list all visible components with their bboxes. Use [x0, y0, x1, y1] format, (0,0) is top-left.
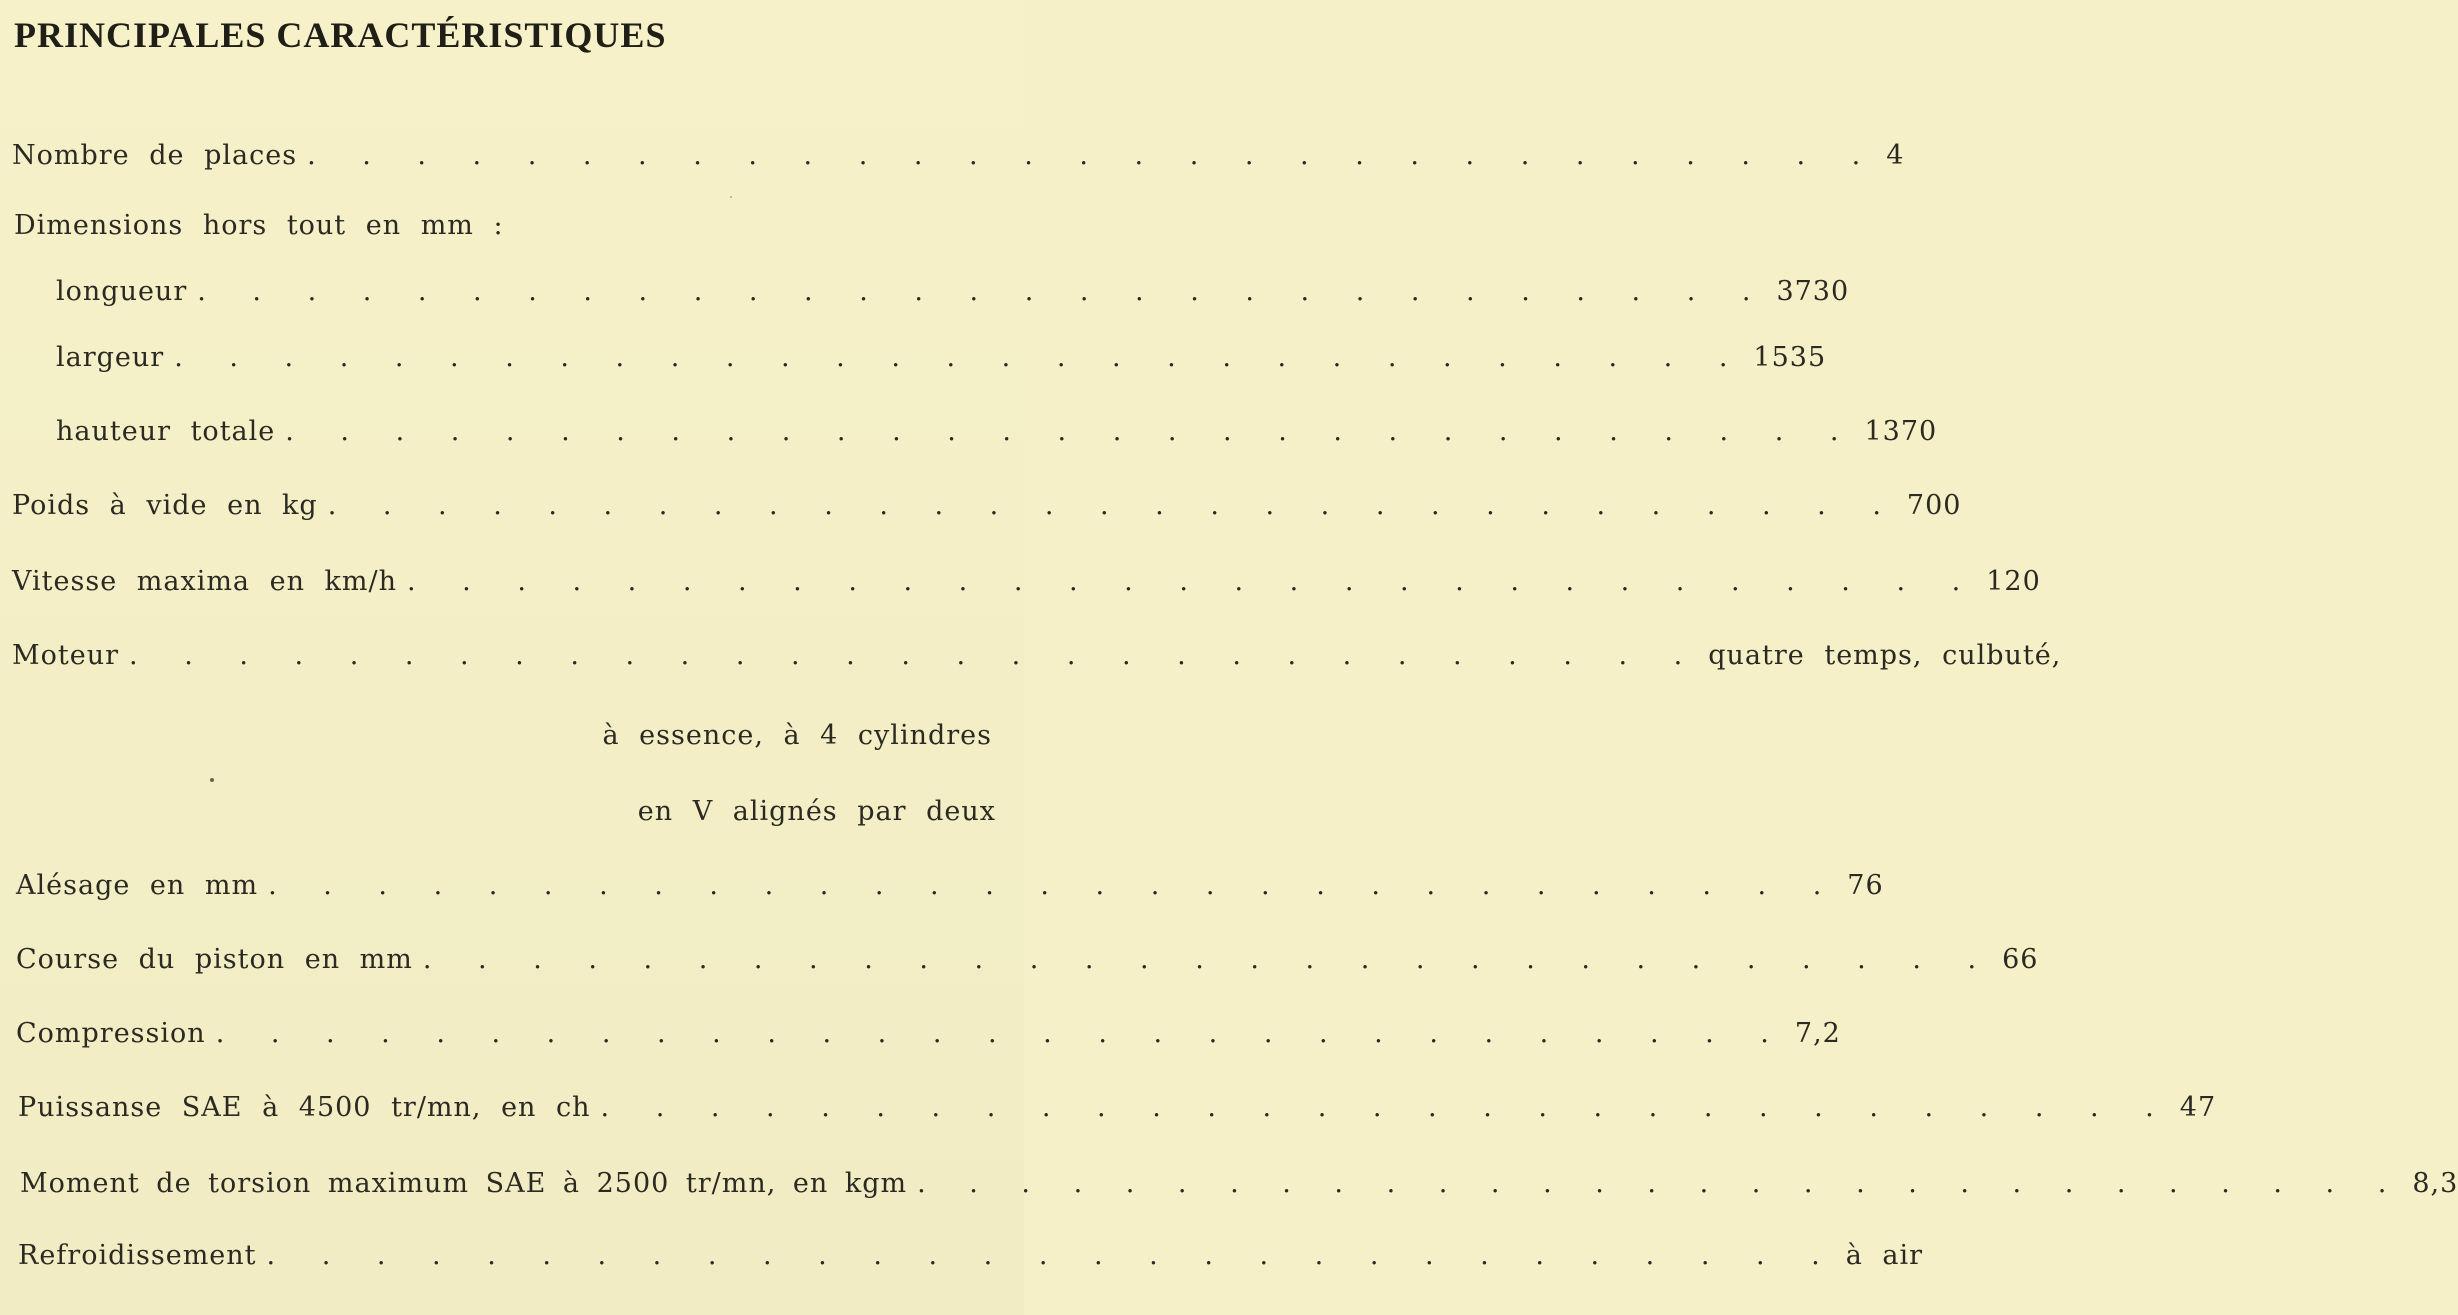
- spec-value: 76: [1847, 870, 1884, 901]
- spec-label: Moment de torsion maximum SAE à 2500 tr/mn, en kgm: [20, 1168, 908, 1199]
- dot-leader: . . . . . . . . . . . . . . . . . . . . . . . . . . . . .: [129, 640, 1697, 671]
- spec-value: 700: [1906, 490, 1962, 521]
- spec-label: Refroidissement: [18, 1240, 257, 1271]
- spec-label: Puissanse SAE à 4500 tr/mn, en ch: [18, 1092, 591, 1123]
- page-title: PRINCIPALES CARACTÉRISTIQUES: [14, 15, 667, 55]
- spec-value: 4: [1886, 140, 1905, 171]
- spec-label: Poids à vide en kg: [12, 490, 318, 521]
- spec-row-vitesse: [12, 566, 2041, 606]
- dot-leader: . . . . . . . . . . . . . . . . . . . . . . . . . . . . .: [174, 342, 1742, 373]
- spec-value: 120: [1986, 566, 2041, 597]
- spec-value: quatre temps, culbuté,: [1708, 640, 2062, 671]
- dot-leader: . . . . . . . . . . . . . . . . . . . . . . . . . . . . .: [327, 490, 1895, 521]
- spec-row-poids: [12, 490, 1962, 530]
- spec-value: 8,3: [2412, 1168, 2458, 1199]
- spec-row-course: [16, 944, 2039, 984]
- spec-label: largeur: [56, 342, 165, 373]
- spec-label: Nombre de places: [12, 140, 298, 171]
- spec-row-moteur: [12, 640, 2062, 680]
- spec-row-puissance: [18, 1092, 2217, 1132]
- spec-row-hauteur: [56, 416, 1938, 456]
- spec-label: Moteur: [12, 640, 120, 671]
- dot-leader: . . . . . . . . . . . . . . . . . . . . . . . . . . . . .: [268, 870, 1836, 901]
- paper-speck: [730, 196, 732, 198]
- dot-leader: . . . . . . . . . . . . . . . . . . . . . . . . . . . . .: [215, 1018, 1783, 1049]
- dot-leader: . . . . . . . . . . . . . . . . . . . . . . . . . . . . .: [422, 944, 1991, 975]
- spec-value: 66: [2002, 944, 2039, 975]
- spec-row-places: [12, 140, 1905, 180]
- dot-leader: . . . . . . . . . . . . . . . . . . . . . . . . . . . . .: [266, 1240, 1834, 1271]
- spec-row-longueur: [56, 276, 1850, 316]
- dot-leader: . . . . . . . . . . . . . . . . . . . . . . . . . . . . .: [285, 416, 1853, 447]
- dot-leader: . . . . . . . . . . . . . . . . . . . . . . . . . . . . .: [917, 1168, 2401, 1199]
- spec-value: 7,2: [1794, 1018, 1841, 1049]
- spec-label: longueur: [56, 276, 188, 307]
- spec-row-alesage: [16, 870, 1884, 910]
- spec-label: Vitesse maxima en km/h: [12, 566, 398, 597]
- spec-row-largeur: [56, 342, 1827, 382]
- spec-row-compression: [16, 1018, 1841, 1058]
- dot-leader: . . . . . . . . . . . . . . . . . . . . . . . . . . . . .: [307, 140, 1875, 171]
- spec-value: 1535: [1753, 342, 1827, 373]
- spec-value: 1370: [1864, 416, 1938, 447]
- spec-row-refroidissement: [18, 1240, 1924, 1280]
- spec-label: hauteur totale: [56, 416, 276, 447]
- dot-leader: . . . . . . . . . . . . . . . . . . . . . . . . . . . . .: [600, 1092, 2168, 1123]
- spec-label: Compression: [16, 1018, 206, 1049]
- spec-value: à air: [1845, 1240, 1924, 1271]
- dot-leader: . . . . . . . . . . . . . . . . . . . . . . . . . . . . .: [407, 566, 1975, 597]
- spec-row-moment: [20, 1168, 2458, 1208]
- spec-moteur-line-2: à essence, à 4 cylindres: [602, 720, 992, 751]
- paper-speck: [210, 778, 214, 782]
- spec-label: Alésage en mm: [16, 870, 259, 901]
- spec-value: 3730: [1776, 276, 1850, 307]
- spec-label: Course du piston en mm: [16, 944, 413, 975]
- dot-leader: . . . . . . . . . . . . . . . . . . . . . . . . . . . . .: [197, 276, 1765, 307]
- spec-value: 47: [2179, 1092, 2217, 1123]
- spec-section-dimensions: Dimensions hors tout en mm :: [14, 210, 504, 241]
- spec-moteur-line-3: en V alignés par deux: [637, 796, 996, 827]
